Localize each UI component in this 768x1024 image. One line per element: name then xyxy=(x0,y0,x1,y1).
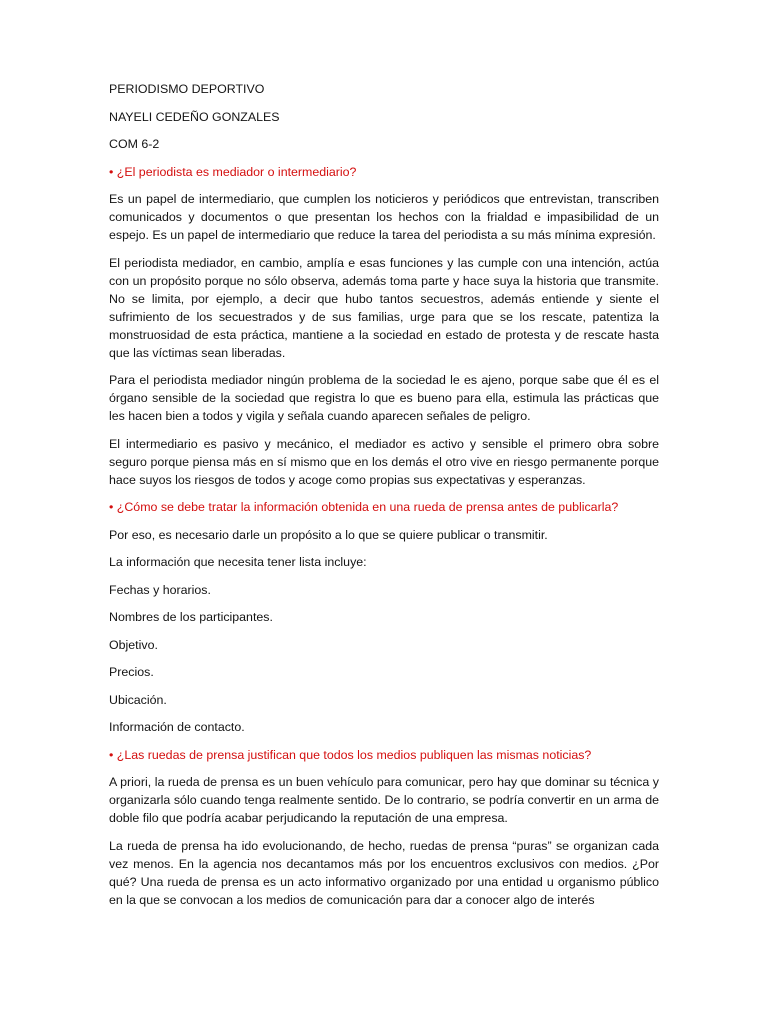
question-3: • ¿Las ruedas de prensa justifican que todos los medios publiquen las mismas noticias? xyxy=(109,747,592,762)
paragraph: El periodista mediador, en cambio, amplía e esas funciones y las cumple con una intención, actúa con un propósito porque no sólo observa, además toma parte y hace suya la historia que transmite. No se limita, por ejemplo, a decir que hubo tantos secuestros, además entiende y siente el sufrimiento de los secuestrados y de sus familias, urge para que se los rescate, patentiza la monstruosidad de esta práctica, mantiene a la sociedad en estado de protesta y de rescate hasta que las víctimas sean liberadas. xyxy=(109,255,659,360)
paragraph: Por eso, es necesario darle un propósito a lo que se quiere publicar o transmitir. xyxy=(109,527,548,542)
list-item: Precios. xyxy=(109,665,154,679)
paragraph: Es un papel de intermediario, que cumplen los noticieros y periódicos que entrevistan, transcriben comunicados y documentos o que presentan los hechos con la frialdad e impasibilidad de un espejo. Es un papel de intermediario que reduce la tarea del periodista a su más mínima expresión. xyxy=(109,192,659,242)
author-name: NAYELI CEDEÑO GONZALES xyxy=(109,109,280,124)
paragraph: La rueda de prensa ha ido evolucionando, de hecho, ruedas de prensa “puras” se organizan cada vez menos. En la agencia nos decantamos más por los encuentros exclusivos con medios. ¿Por qué? Una rueda de prensa es un acto informativo organizado por una entidad u organismo público en la que se convocan a los medios de comunicación para dar a conocer algo de interés xyxy=(109,838,659,907)
list-item: Objetivo. xyxy=(109,637,158,652)
subject-heading: PERIODISMO DEPORTIVO xyxy=(109,82,265,96)
course-code: COM 6-2 xyxy=(109,137,160,151)
list-item: Ubicación. xyxy=(109,692,167,707)
list-item: Fechas y horarios. xyxy=(109,582,211,597)
paragraph: Para el periodista mediador ningún problema de la sociedad le es ajeno, porque sabe que él es el órgano sensible de la sociedad que registra lo que es bueno para ella, estimula las prácticas que les hacen bien a todos y vigila y señala cuando aparecen señales de peligro. xyxy=(109,373,659,423)
paragraph: A priori, la rueda de prensa es un buen vehículo para comunicar, pero hay que dominar su técnica y organizarla sólo cuando tenga realmente sentido. De lo contrario, se podría convertir en un arma de doble filo que podría acabar perjudicando la reputación de una empresa. xyxy=(109,775,659,825)
paragraph: La información que necesita tener lista incluye: xyxy=(109,555,367,569)
list-item: Nombres de los participantes. xyxy=(109,610,273,624)
question-2: • ¿Cómo se debe tratar la información obtenida en una rueda de prensa antes de publicarla? xyxy=(109,500,619,514)
list-item: Información de contacto. xyxy=(109,720,245,734)
question-1: • ¿El periodista es mediador o intermediario? xyxy=(109,164,357,179)
paragraph: El intermediario es pasivo y mecánico, el mediador es activo y sensible el primero obra sobre seguro porque piensa más en sí mismo que en los demás el otro vive en riesgo permanente porque hace suyos los riesgos de todos y acoge como propias sus expectativas y esperanzas. xyxy=(109,436,659,487)
document-body xyxy=(109,80,659,918)
